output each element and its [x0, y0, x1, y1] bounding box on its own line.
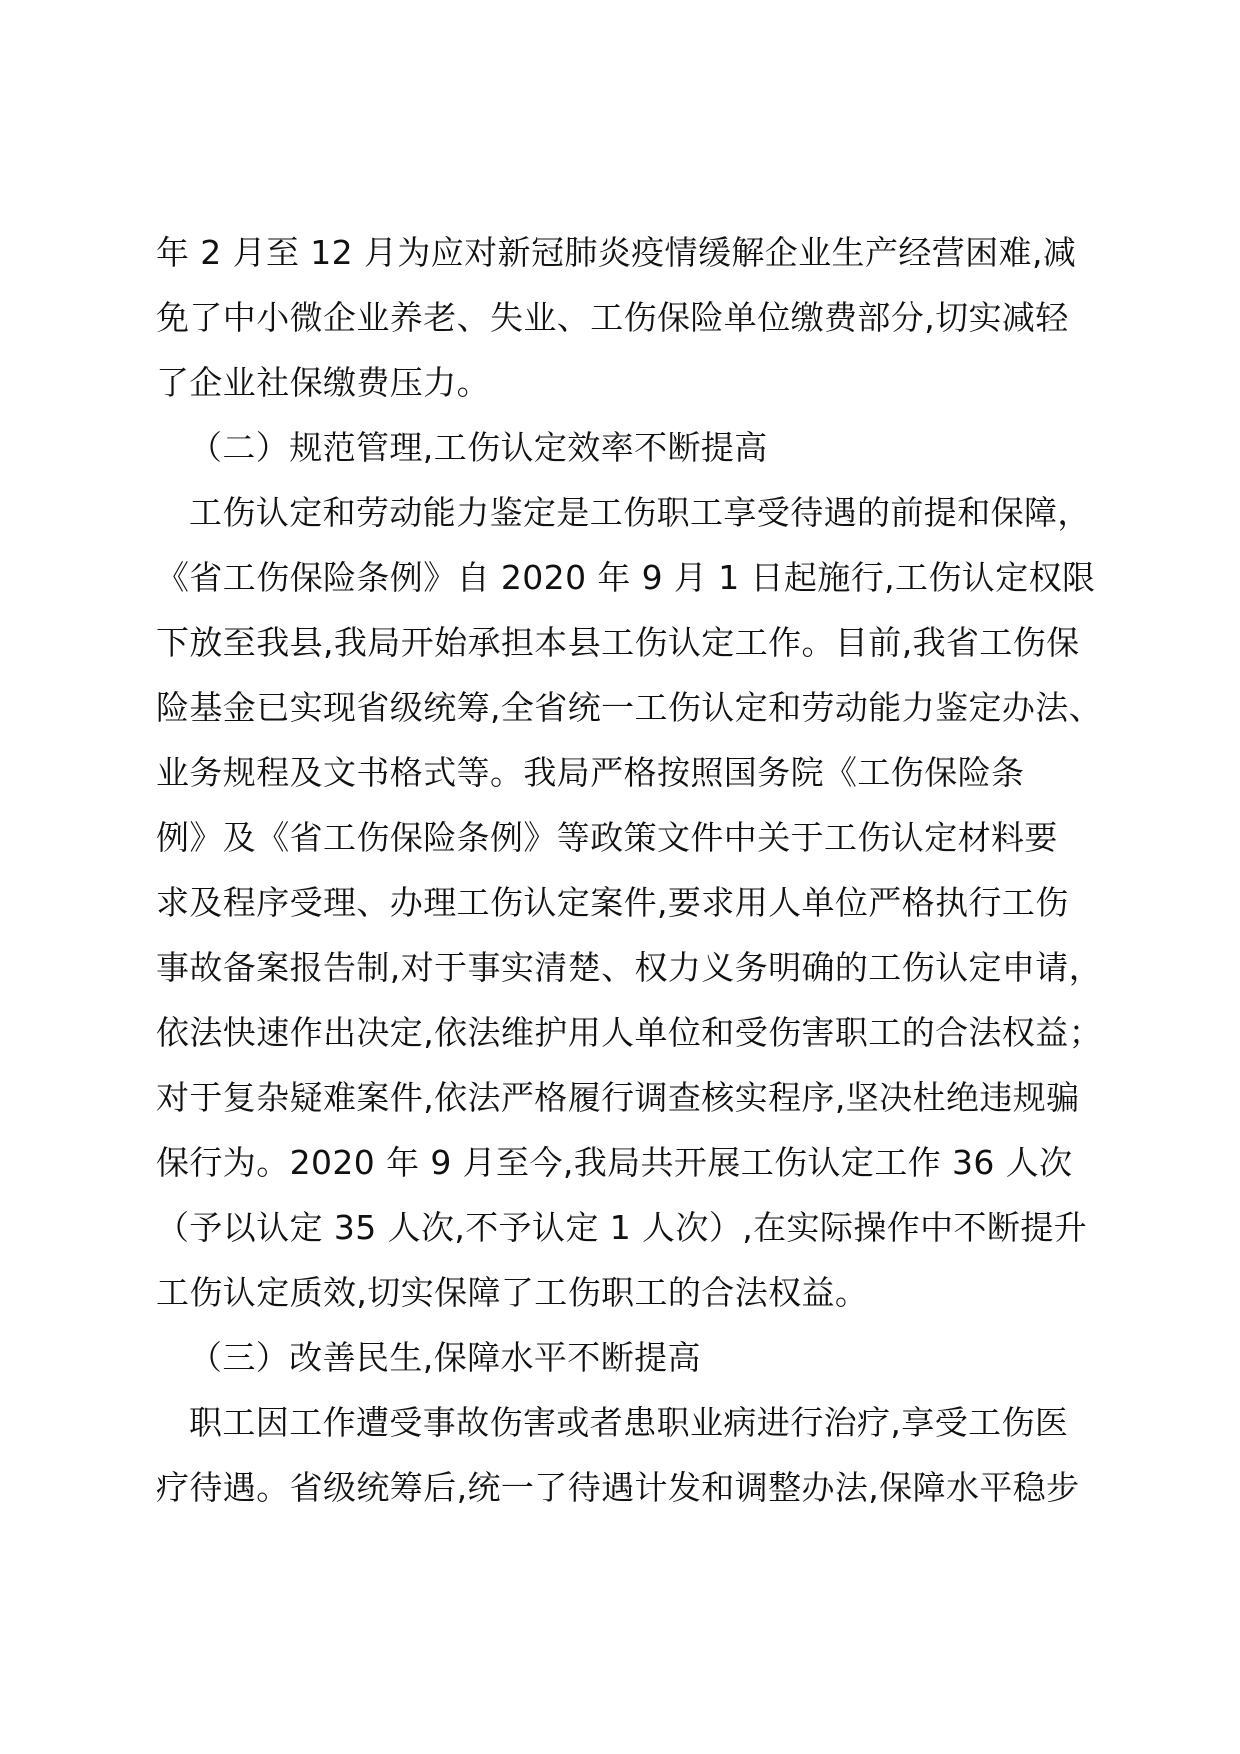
text-line: 疗待遇。省级统筹后,统一了待遇计发和调整办法,保障水平稳步: [156, 1468, 1080, 1507]
text-line: 业务规程及文书格式等。我局严格按照国务院《工伤保险条: [156, 753, 1025, 792]
text-line: 险基金已实现省级统筹,全省统一工伤认定和劳动能力鉴定办法、: [156, 688, 1103, 727]
section-heading: （三）改善民生,保障水平不断提高: [189, 1338, 701, 1377]
section-heading: （二）规范管理,工伤认定效率不断提高: [189, 428, 768, 467]
text-line: 工伤认定和劳动能力鉴定是工伤职工享受待遇的前提和保障，: [189, 493, 1091, 532]
text-line: 下放至我县,我局开始承担本县工伤认定工作。目前,我省工伤保: [156, 623, 1080, 662]
text-line: 年 2 月至 12 月为应对新冠肺炎疫情缓解企业生产经营困难,减: [156, 233, 1077, 272]
body-text: [156, 220, 1103, 1520]
text-line: 依法快速作出决定,依法维护用人单位和受伤害职工的合法权益；: [156, 1013, 1103, 1052]
text-line: 对于复杂疑难案件,依法严格履行调查核实程序,坚决杜绝违规骗: [156, 1078, 1080, 1117]
text-line: 免了中小微企业养老、失业、工伤保险单位缴费部分,切实减轻: [156, 298, 1069, 337]
text-line: 工伤认定质效,切实保障了工伤职工的合法权益。: [156, 1273, 869, 1312]
text-line: 《省工伤保险条例》自 2020 年 9 月 1 日起施行,工伤认定权限: [156, 558, 1096, 597]
text-line: 保行为。2020 年 9 月至今,我局共开展工伤认定工作 36 人次: [156, 1143, 1073, 1182]
text-line: 例》及《省工伤保险条例》等政策文件中关于工伤认定材料要: [156, 818, 1058, 857]
text-line: 了企业社保缴费压力。: [156, 363, 490, 402]
text-line: （予以认定 35 人次,不予认定 1 人次）,在实际操作中不断提升: [156, 1208, 1088, 1247]
text-line: 事故备案报告制,对于事实清楚、权力义务明确的工伤认定申请，: [156, 948, 1103, 987]
text-line: 职工因工作遭受事故伤害或者患职业病进行治疗,享受工伤医: [189, 1403, 1069, 1442]
text-line: 求及程序受理、办理工伤认定案件,要求用人单位严格执行工伤: [156, 883, 1069, 922]
